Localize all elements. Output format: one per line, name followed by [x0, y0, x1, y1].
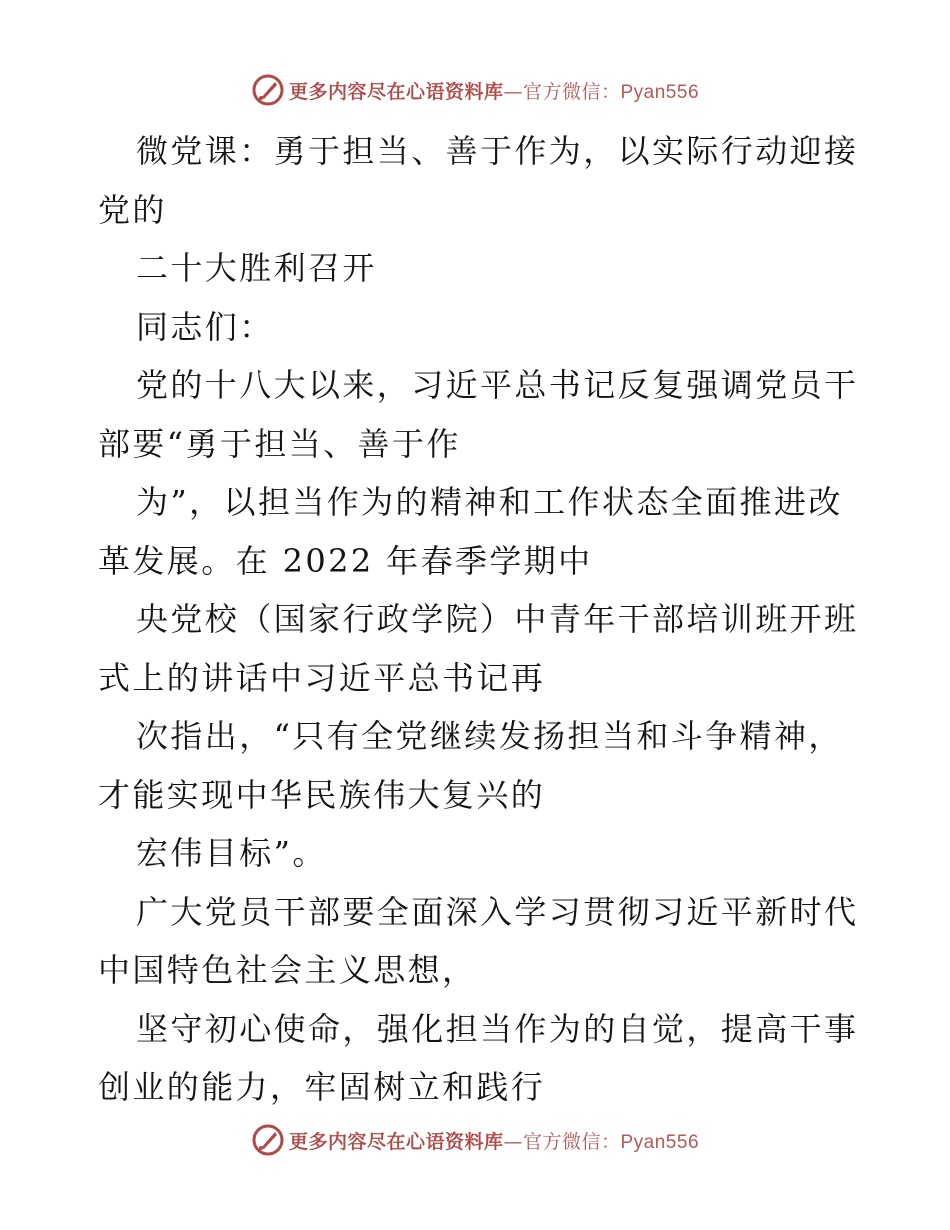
footer-watermark [0, 1120, 950, 1160]
body-line: 二十大胜利召开 [136, 249, 377, 287]
header-site-text: 更多内容尽在心语资料库 [288, 80, 504, 103]
body-line: 部要“勇于担当、善于作 [98, 424, 461, 463]
footer-site-text: 更多内容尽在心语资料库 [288, 1130, 504, 1153]
body-line: 央党校（国家行政学院）中青年干部培训班开班 [136, 600, 859, 638]
footer-separator: — [503, 1130, 523, 1153]
body-line: 宏伟目标”。 [136, 834, 327, 872]
quill-seal-icon [251, 73, 285, 107]
header-wechat-id: Pyan556 [620, 81, 700, 103]
header-watermark [0, 70, 950, 110]
body-line: 为”，以担当作为的精神和工作状态全面推进改 [136, 483, 843, 521]
footer-wechat-id: Pyan556 [620, 1131, 700, 1153]
body-line: 党的 [98, 190, 167, 229]
footer-wechat-label: 官方微信： [522, 1130, 621, 1153]
body-line: 式上的讲话中习近平总书记再 [98, 658, 546, 697]
body-line: 次指出，“只有全党继续发扬担当和斗争精神， [136, 717, 843, 755]
header-wechat-label: 官方微信： [522, 80, 621, 103]
body-line: 中国特色社会主义思想， [98, 951, 477, 989]
body-line: 坚守初心使命，强化担当作为的自觉，提高干事 [136, 1009, 859, 1048]
body-line: 同志们： [136, 307, 274, 346]
document-body [98, 122, 858, 1117]
body-line: 才能实现中华民族伟大复兴的 [98, 775, 546, 814]
header-separator: — [503, 80, 523, 103]
body-line: 微党课：勇于担当、善于作为，以实际行动迎接 [136, 132, 859, 170]
quill-seal-icon [251, 1123, 285, 1157]
body-line: 党的十八大以来，习近平总书记反复强调党员干 [136, 366, 859, 404]
body-line: 广大党员干部要全面深入学习贯彻习近平新时代 [136, 892, 859, 931]
body-line: 创业的能力，牢固树立和践行 [98, 1068, 546, 1106]
body-line: 革发展。在 2022 年春季学期中 [98, 541, 593, 580]
